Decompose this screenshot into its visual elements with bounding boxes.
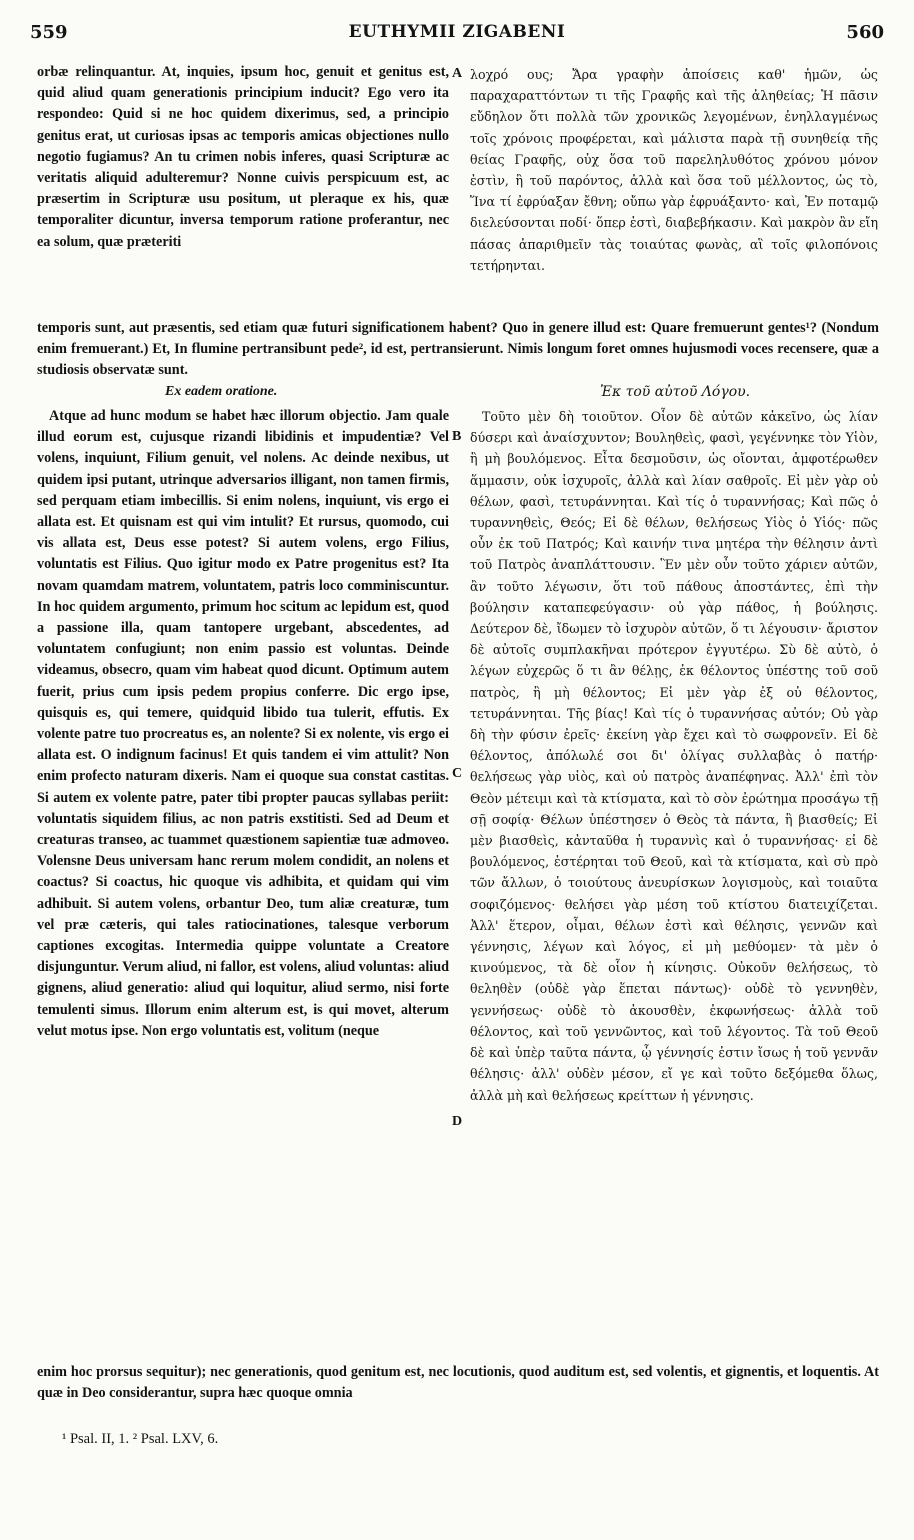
margin-marker-b: B [452,429,462,444]
margin-marker-c: C [452,766,463,781]
running-title: EUTHYMII ZIGABENI [348,22,566,42]
latin-paragraph-main: Atque ad hunc modum se habet hæc illorum objectio. Jam quale illud eorum est, cujusque rizandi libidinis et impudentiæ? Vel volens, inquiunt, Filium genuit, vel nolens. Ac deinde nexibus, ut quidem ipsi putant, utrinque adversarios illigant, non tamen firmis, sed perquam etiam imbecillis. Si enim nolens, inquiunt, vis ergo ei allata est. Et quisnam est qui vim intulit? Et rursus, quomodo, cui vis allata est, Deus esse potest? Si autem volens, ergo Filius, voluntatis est Filius. Quo igitur modo ex Patre progenitus est? Ita novam quamdam matrem, voluntatem, patris loco comminiscuntur. In hoc quidem argumento, primum hoc scitum ac lepidum est, quod a passione illa, quam tantopere urgebant, abscedentes, ad voluntatem confugiunt; non enim passio est voluntas. Deinde videamus, obsecro, quam vim habeat quod dicunt. Optimum autem fuerit, prius cum ipsis pedem propius conferre. Dic ergo ipse, quisquis es, qui temere, quidquid libido tua tulerit, effutis. Ex volente patre tuo procreatus es, an nolente? Si ex nolente, vis ergo ei allata est. O indignum facinus! Et quis tandem ei vim attulit? Non enim profecto naturam dixeris. Nam ei quoque sua constat castitas. Si autem ex volente patre, pater tibi propter paucas syllabas periit: voluntatis siquidem filius, ac non patris exstitisti. Sed ad Deum et creaturas transeo, ac tuammet quæstionem sapientiæ tuæ admoveo. Volensne Deus universam hanc rerum molem condidit, an nolens et coactus? Si coactus, hic quoque vis adhibita, et quidam qui vim adhibuit. Si autem volens, orbantur Deo, tum aliæ creaturæ, tum vel præ cæteris, qui tales ratiocinationes, talesque verborum captiones excogitas. Intermedia quippe voluntate a Creatore disjunguntur. Verum aliud, ni fallor, est volens, aliud voluntas: aliud gignens, aliud generatio: aliud qui loquitur, aliud sermo, nisi forte temulenti simus. Illorum enim alterum est, is qui movet, alterum velut motus ipse. Non ergo voluntatis est, volitum (neque [37,408,449,1039]
latin-column-top [37,62,449,316]
margin-marker-d: D [452,1114,463,1129]
page-header [30,14,884,44]
greek-paragraph-top: λοχρό ους; Ἄρα γραφὴν ἀποίσεις καθ' ἡμῶν, ὡς παραχαραττόντων τι τῆς Γραφῆς καὶ τῆς ἀληθείας; Ἡ πᾶσιν εὔδηλον ὅτι πολλὰ τῶν χρονικῶς λεγομένων, ἐνηλλαγμένως τοῖς χρόνοις προφέρεται, καὶ μάλιστα παρὰ τῇ συνηθείᾳ τῆς θείας Γραφῆς, οὐχ ὅσα τοῦ παρεληλυθότος χρόνου μόνον ἐστὶν, ἢ τοῦ παρόντος, ἀλλὰ καὶ ὅσα τοῦ μέλλοντος, ὡς τὸ, Ἵνα τί ἐφρύαξαν ἔθνη; οὔπω γὰρ ἐφρυάξαντο· καὶ, Ἐν ποταμῷ διελεύσονται ποδί· ὅπερ ἐστὶ, διαβεβήκασιν. Καὶ μακρὸν ἂν εἴη πάσας ἀπαριθμεῖν τὰς τοιαύτας φωνὰς, αἳ τοῖς φιλοπόνοις τετήρηνται. [470,67,878,273]
latin-paragraph-top: orbæ relinquantur. At, inquies, ipsum hoc, genuit et genitus est, quid aliud quam generationis principium inducit? Ego vero ita respondeo: Quid si ne hoc quidem dixerimus, sed, a principio genitus erat, ut curiosas ipsas ac temporis amicas objectiones nullo negotio fugiamus? An tu crimen nobis inferes, quasi Scripturæ ac veritatis aliquid adulteremur? Nonne cuivis perspicuum est, ac præsertim in Scripturæ usu positum, ut pleraque ex his, quæ temporaliter dicuntur, inversa temporum ratione proferantur, nec ea solum, quæ præteriti [37,64,449,250]
margin-marker-a: A [452,66,463,81]
greek-column-main [470,406,878,1382]
greek-column-top [470,64,878,316]
greek-section-heading: Ἐκ τοῦ αὐτοῦ Λόγου. [600,384,751,400]
footnotes: ¹ Psal. II, 1. ² Psal. LXV, 6. [62,1431,219,1447]
latin-fullwidth-paragraph: temporis sunt, aut præsentis, sed etiam quæ futuri significationem habent? Quo in genere illud est: Quare fremuerunt gentes¹? (Nondum enim fremuerant.) Et, In flumine pertransibunt pede², id est, pertransierunt. Nimis longum foret omnes hujusmodi voces recensere, quæ a studiosis observatæ sunt. [37,320,879,379]
latin-column-main [37,406,449,1360]
greek-paragraph-main: Τοῦτο μὲν δὴ τοιοῦτον. Οἷον δὲ αὐτῶν κἀκεῖνο, ὡς λίαν δύσερι καὶ ἀναίσχυντον; Βουληθεὶς, φασὶ, γεγέννηκε τὸν Υἱὸν, ἢ μὴ βουλόμενος. Εἶτα δεσμοῦσιν, ὡς οἴονται, ἀμφοτέρωθεν ἅμμασιν, οὐκ ἰσχυροῖς, ἀλλὰ καὶ λίαν σαθροῖς. Εἰ μὲν γὰρ οὐ θέλων, φασὶ, τετυράννηται. Καὶ τίς ὁ τυραννήσας; Καὶ πῶς ὁ τυραννηθεὶς, Θεός; Εἰ δὲ θέλων, θελήσεως Υἱὸς ὁ Υἱός· πῶς οὖν ἐκ τοῦ Πατρός; Καὶ καινήν τινα μητέρα τὴν θέλησιν ἀντὶ τοῦ Πατρὸς ἀναπλάττουσιν. Ἓν μὲν οὖν τοῦτο χάριεν αὐτῶν, ἂν τοῦτο λέγωσιν, ὅτι τοῦ πάθους ἀποστάντες, ἐπὶ τὴν βούλησιν καταπεφεύγασιν· οὐ γὰρ πάθος, ἡ βούλησις. Δεύτερον δὲ, ἴδωμεν τὸ ἰσχυρὸν αὐτῶν, ὅ τι λέγουσιν· ἄριστον δὲ αὐτοῖς συμπλακῆναι πρότερον ἐγγυτέρω. Σὺ δὲ αὐτὸ, ὁ λέγων εὐχερῶς ὅ τι ἂν θέλῃς, ἐκ θέλοντος ὑπέστης τοῦ σοῦ πατρὸς, ἢ μὴ θέλοντος; Εἰ μὲν γὰρ ἐξ οὐ θέλοντος, τετυράννηται. Τῆς βίας! Καὶ τίς ὁ τυραννήσας αὐτόν; Οὐ γὰρ δὴ τὴν φύσιν ἐρεῖς· ἐκείνη γὰρ ἔχει καὶ τὸ σωφρονεῖν. Εἰ δὲ θέλοντος, ἀπόλωλέ σοι δι' ὀλίγας συλλαβὰς ὁ πατήρ· θελήσεως γὰρ υἱὸς, καὶ οὐ πατρὸς ἀναπέφηνας. Ἀλλ' ἐπὶ τὸν Θεὸν μέτειμι καὶ τὰ κτίσματα, καὶ τὸ σὸν ἐρώτημα προσάγω τῇ σῇ σοφίᾳ· Θέλων ὑπέστησεν ὁ Θεὸς τὰ πάντα, ἢ βιασθείς; Εἰ μὲν βιασθεὶς, κἀνταῦθα ἡ τυραννὶς καὶ ὁ τυραννήσας· εἰ δὲ βουλόμενος, ἐστέρηται τοῦ Θεοῦ, καὶ τὰ κτίσματα, καὶ σὺ πρὸ τῶν ἄλλων, ὁ τοιούτους ἀνευρίσκων λογισμοὺς, καὶ τοιαῦτα σοφιζόμενος· θελήσει γὰρ μέση τοῦ κτίστου διατειχίζεται. Ἀλλ' ἕτερον, οἶμαι, θέλων ἐστὶ καὶ θέλησις, γεννῶν καὶ γέννησις, λέγων καὶ λόγος, εἰ μὴ μεθύομεν· τὰ μὲν ὁ κινούμενος, τὰ δὲ οἷον ἡ κίνησις. Οὐκοῦν θελήσεως, τὸ θεληθὲν (οὐδὲ γὰρ ἕπεται πάντως)· οὐδὲ τὸ γεννηθὲν, γεννήσεως· οὐδὲ τὸ ἀκουσθὲν, ἐκφωνήσεως· ἀλλὰ τοῦ θέλοντος, καὶ τοῦ γεννῶντος, καὶ τοῦ λέγοντος. Τὰ τοῦ Θεοῦ δὲ καὶ ὑπὲρ ταῦτα πάντα, ᾧ γέννησίς ἐστιν ἴσως ἡ τοῦ γεννᾶν θέλησις· ἀλλ' οὐδὲν μέσον, εἴ γε καὶ τοῦτο δεξόμεθα ὅλως, ἀλλὰ μὴ καὶ θελήσεως κρείττων ἡ γέννησις. [470,409,878,1103]
latin-section-heading: Ex eadem oratione. [165,384,278,399]
right-page-number: 560 [846,22,884,43]
left-page-number: 559 [30,22,68,43]
latin-tail-paragraph: enim hoc prorsus sequitur); nec generationis, quod genitum est, nec locutionis, quod auditum est, sed volentis, et gignentis, et loquentis. At quæ in Deo considerantur, supra hæc quoque omnia [37,1364,879,1402]
